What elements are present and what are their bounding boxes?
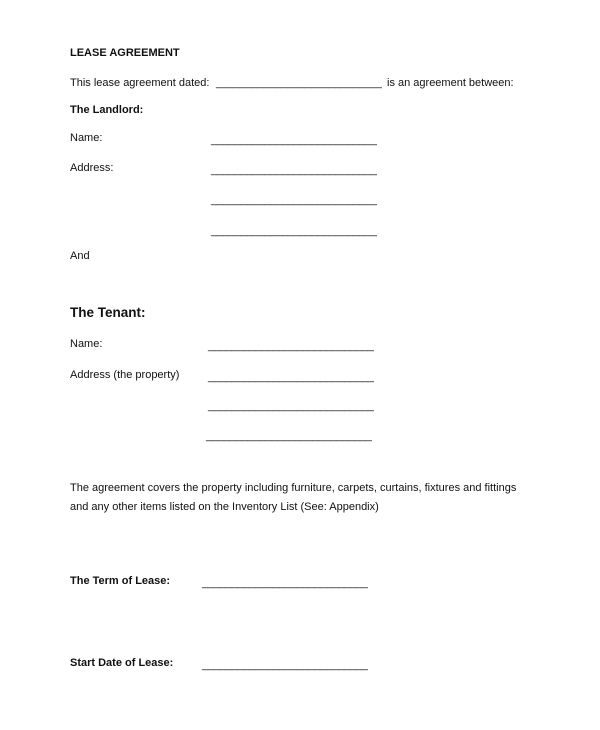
tenant-heading: The Tenant: xyxy=(70,305,146,320)
tenant-address-blank-3: ____________________________ xyxy=(206,430,372,442)
landlord-address-blank-3: ____________________________ xyxy=(211,225,377,237)
start-date-blank: ____________________________ xyxy=(202,659,368,671)
tenant-name-blank: ____________________________ xyxy=(208,340,374,352)
term-of-lease-label: The Term of Lease: xyxy=(70,575,171,587)
agreement-text-line-2: and any other items listed on the Inventory List (See: Appendix) xyxy=(70,501,379,513)
document-title: LEASE AGREEMENT xyxy=(70,47,180,59)
landlord-name-blank: ____________________________ xyxy=(211,134,377,146)
tenant-name-label: Name: xyxy=(70,338,103,350)
landlord-address-label: Address: xyxy=(70,162,114,174)
landlord-address-blank-1: ____________________________ xyxy=(211,164,377,176)
date-blank-line: ____________________________ xyxy=(216,77,382,89)
start-date-label: Start Date of Lease: xyxy=(70,657,174,669)
tenant-address-label: Address (the property) xyxy=(70,369,180,381)
landlord-address-blank-2: ____________________________ xyxy=(211,194,377,206)
term-of-lease-blank: ____________________________ xyxy=(202,577,368,589)
intro-text-before: This lease agreement dated: xyxy=(70,77,210,89)
tenant-address-blank-1: ____________________________ xyxy=(208,371,374,383)
landlord-heading: The Landlord: xyxy=(70,104,144,116)
landlord-name-label: Name: xyxy=(70,132,103,144)
and-text: And xyxy=(70,250,90,262)
tenant-address-blank-2: ____________________________ xyxy=(208,400,374,412)
intro-text-after: is an agreement between: xyxy=(387,77,514,89)
agreement-text-line-1: The agreement covers the property including furniture, carpets, curtains, fixtures and fittings xyxy=(70,482,517,494)
